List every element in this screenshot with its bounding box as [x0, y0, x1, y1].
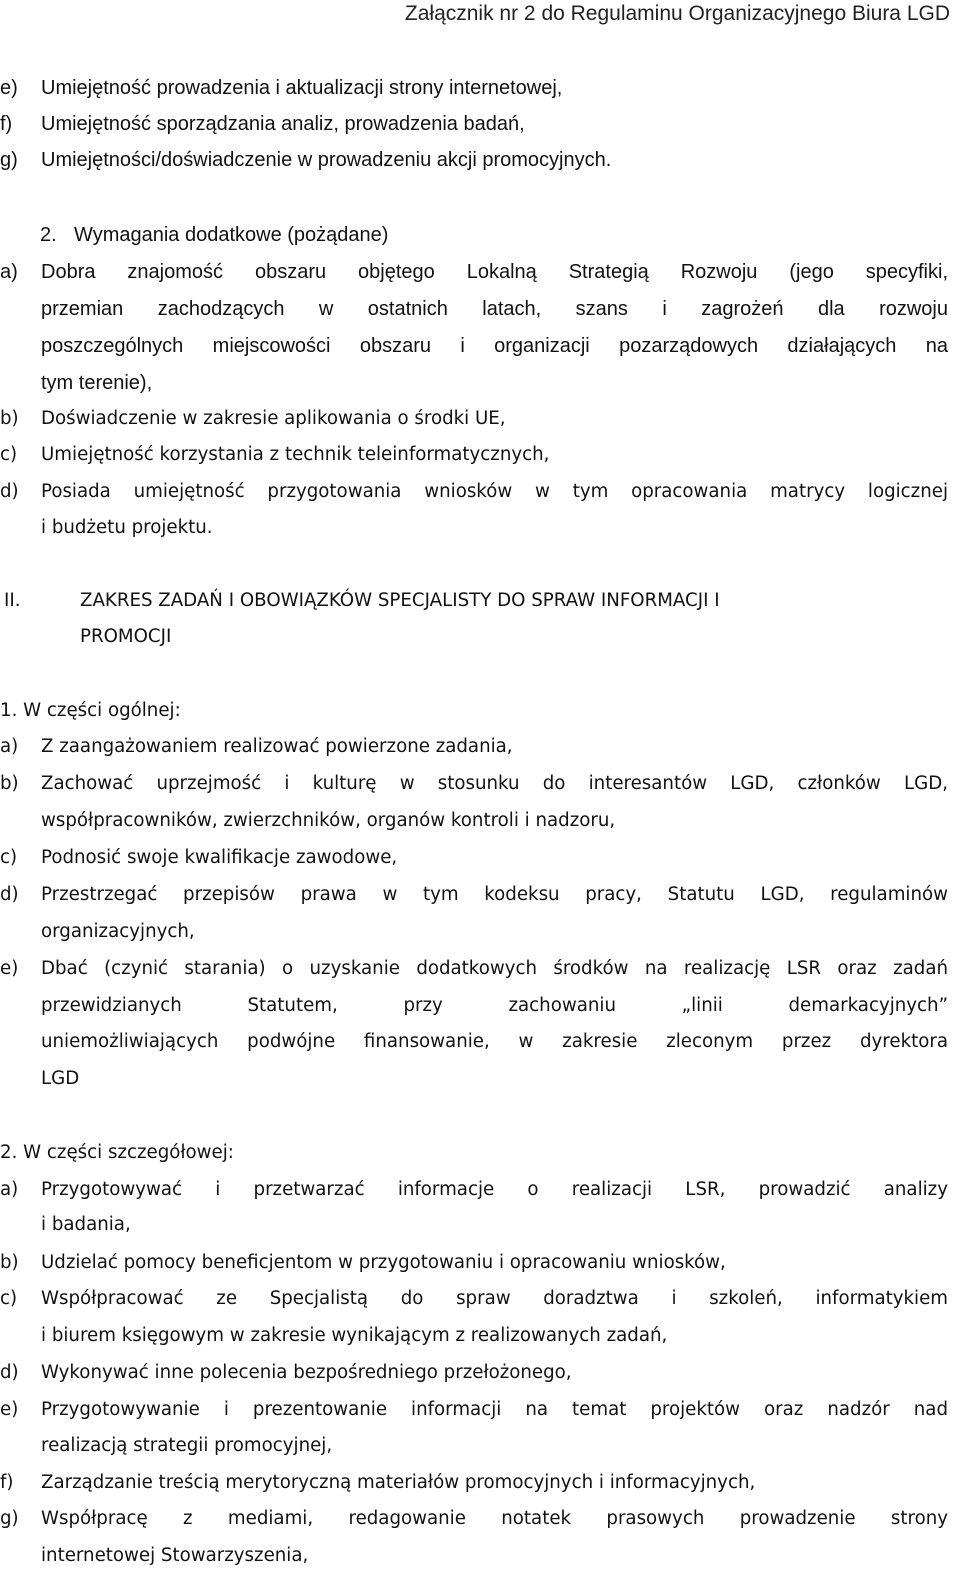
item-text: Umiejętności/doświadczenie w prowadzeniu akcji promocyjnych.	[41, 149, 612, 171]
item-text-line: Przygotowywanie i prezentowanie informacji na temat projektów oraz nadzór nad	[41, 1399, 948, 1420]
item-text-line: współpracowników, zwierzchników, organów kontroli i nadzoru,	[41, 810, 616, 831]
item-text: Umiejętność sporządzania analiz, prowadzenia badań,	[41, 113, 525, 135]
section-number: 2.	[40, 224, 57, 246]
item-label: b)	[0, 408, 19, 429]
item-label: c)	[0, 1288, 18, 1309]
item-text-line: Zarządzanie treścią merytoryczną materiałów promocyjnych i informacyjnych,	[41, 1472, 756, 1493]
item-label: e)	[0, 1399, 19, 1420]
item-text-line: Wykonywać inne polecenia bezpośredniego przełożonego,	[41, 1362, 572, 1383]
item-text-line: organizacyjnych,	[41, 921, 195, 942]
item-text-line: Doświadczenie w zakresie aplikowania o środki UE,	[41, 408, 506, 429]
subsection-title: 1. W części ogólnej:	[0, 700, 181, 721]
item-text-line: tym terenie),	[41, 372, 153, 394]
item-text-line: przemian zachodzących w ostatnich latach, szans i zagrożeń dla rozwoju	[41, 298, 948, 320]
item-label: c)	[0, 847, 18, 868]
item-label: a)	[0, 1179, 19, 1200]
item-label: a)	[0, 261, 18, 283]
item-text-line: Zachować uprzejmość i kulturę w stosunku do interesantów LGD, członków LGD,	[41, 773, 948, 794]
item-label: e)	[0, 77, 18, 99]
item-text-line: Podnosić swoje kwalifikacje zawodowe,	[41, 847, 398, 868]
item-label: a)	[0, 736, 19, 757]
section-title: Wymagania dodatkowe (pożądane)	[74, 224, 389, 246]
item-text-line: realizacją strategii promocyjnej,	[41, 1435, 333, 1456]
item-text-line: Z zaangażowaniem realizować powierzone zadania,	[41, 736, 513, 757]
item-text-line: uniemożliwiających podwójne finansowanie, w zakresie zleconym przez dyrektora	[41, 1031, 948, 1052]
item-label: b)	[0, 1252, 19, 1273]
item-label: d)	[0, 481, 19, 502]
item-text-line: przewidzianych Statutem, przy zachowaniu „linii demarkacyjnych”	[41, 995, 948, 1016]
item-label: b)	[0, 773, 19, 794]
section-roman: II.	[4, 590, 21, 611]
item-text-line: internetowej Stowarzyszenia,	[41, 1545, 309, 1566]
item-text-line: Współpracę z mediami, redagowanie notatek prasowych prowadzenie strony	[41, 1508, 948, 1529]
item-text-line: Dobra znajomość obszaru objętego Lokalną Strategią Rozwoju (jego specyfiki,	[41, 261, 948, 283]
item-label: f)	[0, 113, 13, 135]
item-text-line: i badania,	[41, 1214, 131, 1235]
item-text-line: Udzielać pomocy beneficjentom w przygotowaniu i opracowaniu wniosków,	[41, 1252, 726, 1273]
item-label: d)	[0, 884, 19, 905]
item-text-line: i budżetu projektu.	[41, 517, 213, 538]
page-header: Załącznik nr 2 do Regulaminu Organizacyjnego Biura LGD	[404, 2, 950, 25]
item-label: d)	[0, 1362, 19, 1383]
item-text-line: Dbać (czynić starania) o uzyskanie dodatkowych środków na realizację LSR oraz zadań	[41, 958, 948, 979]
item-label: c)	[0, 444, 18, 465]
subsection-title: 2. W części szczegółowej:	[0, 1142, 234, 1163]
item-text-line: Przestrzegać przepisów prawa w tym kodeksu pracy, Statutu LGD, regulaminów	[41, 884, 948, 905]
item-text-line: LGD	[41, 1068, 80, 1089]
item-text-line: i biurem księgowym w zakresie wynikającym z realizowanych zadań,	[41, 1325, 668, 1346]
section-title-line: PROMOCJI	[80, 626, 172, 647]
item-text-line: Umiejętność korzystania z technik teleinformatycznych,	[41, 444, 550, 465]
item-label: g)	[0, 149, 18, 171]
item-label: e)	[0, 958, 19, 979]
section-title-line: ZAKRES ZADAŃ I OBOWIĄZKÓW SPECJALISTY DO SPRAW INFORMACJI I	[80, 590, 720, 611]
item-text-line: poszczególnych miejscowości obszaru i organizacji pozarządowych działających na	[41, 335, 948, 357]
item-label: g)	[0, 1508, 19, 1529]
item-text-line: Posiada umiejętność przygotowania wniosków w tym opracowania matrycy logicznej	[41, 481, 948, 502]
item-label: f)	[0, 1472, 14, 1493]
item-text-line: Przygotowywać i przetwarzać informacje o realizacji LSR, prowadzić analizy	[41, 1179, 948, 1200]
item-text: Umiejętność prowadzenia i aktualizacji strony internetowej,	[41, 77, 563, 99]
item-text-line: Współpracować ze Specjalistą do spraw doradztwa i szkoleń, informatykiem	[41, 1288, 948, 1309]
